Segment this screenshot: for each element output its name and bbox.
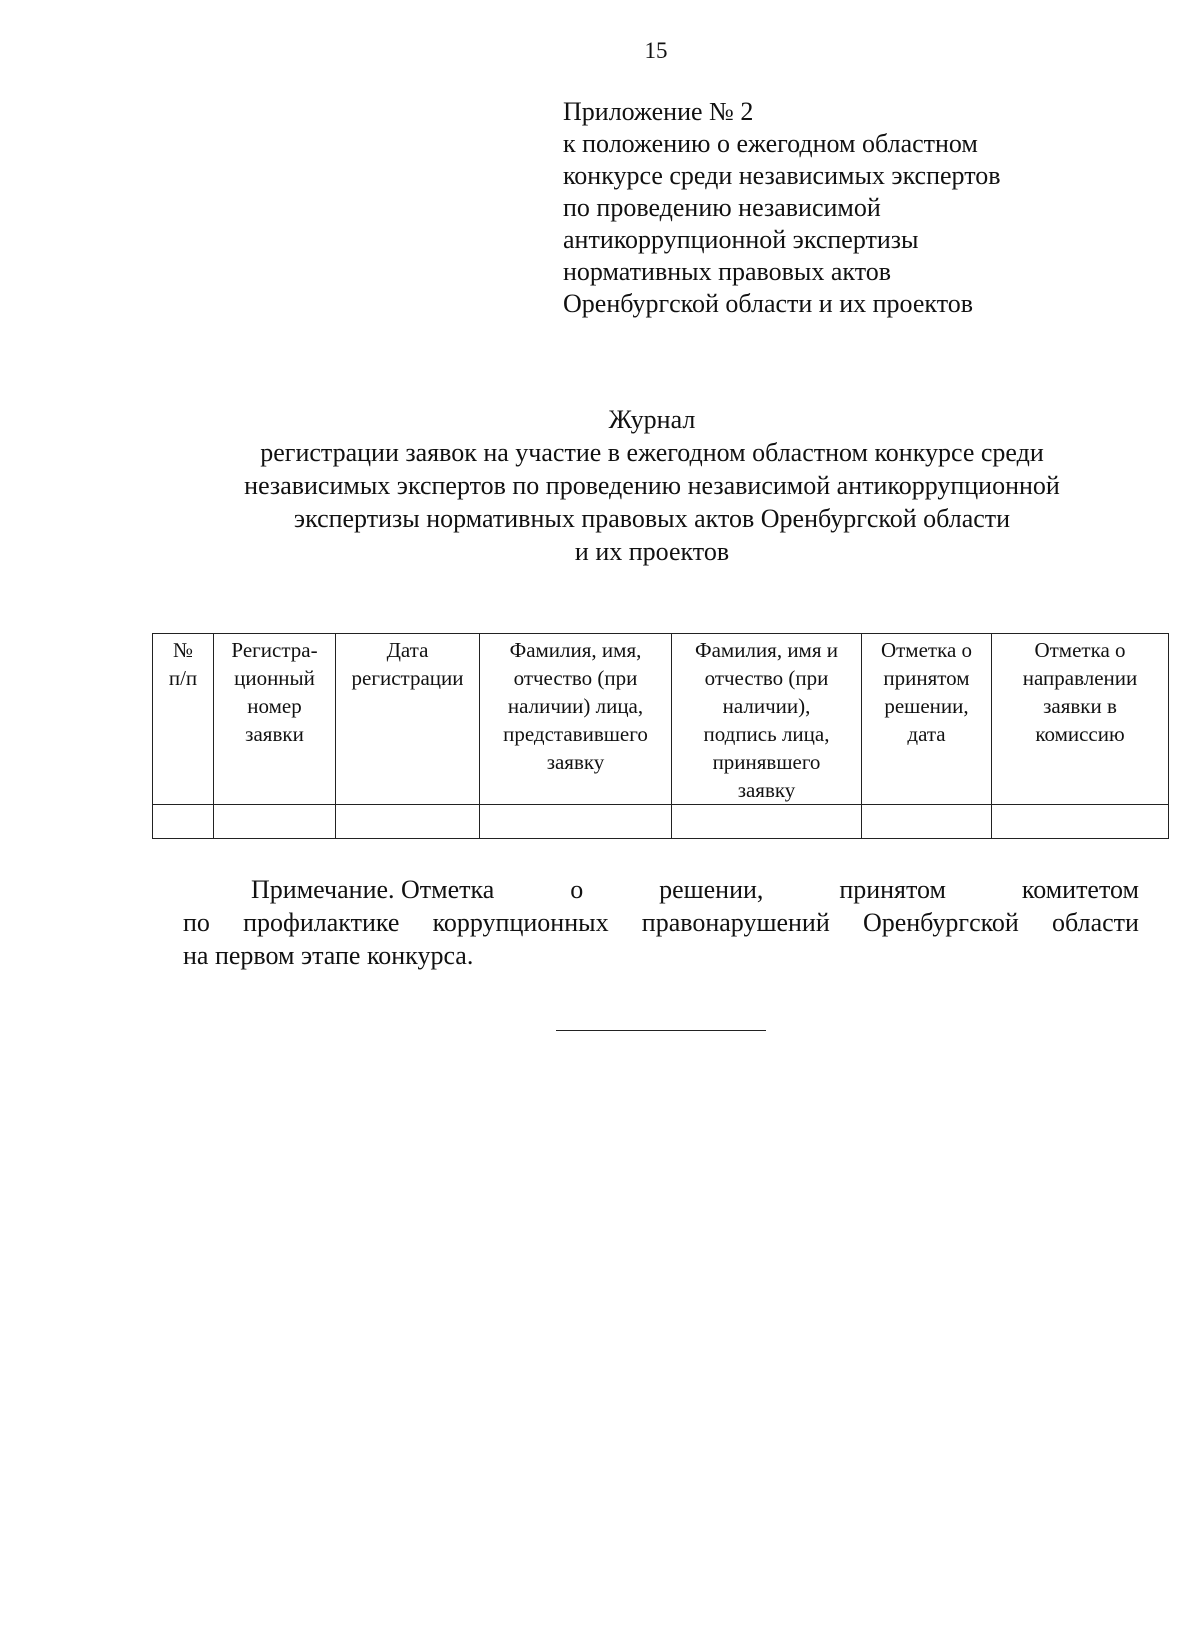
note-word: о [570,875,584,904]
header-text: наличии), [722,694,811,718]
appendix-line: нормативных правовых актов [563,257,892,286]
header-text: № [172,638,194,662]
header-text: заявку [737,778,796,802]
appendix-line: к положению о ежегодном областном [563,129,978,158]
journal-title: Журнал [608,405,696,434]
column-header-decision [862,634,992,805]
column-header-receiver [672,634,862,805]
header-text: регистрации [351,666,464,690]
header-text: Фамилия, имя, [509,638,642,662]
header-text: заявки [245,722,304,746]
appendix-line: по проведению независимой [563,193,881,222]
header-text: заявки в [1043,694,1117,718]
header-text: п/п [168,666,198,690]
header-text: ционный [234,666,315,690]
header-text: заявку [546,750,605,774]
header-text: наличии) лица, [507,694,644,718]
table-cell [862,805,992,839]
appendix-line: Приложение № 2 [563,97,754,126]
page-number: 15 [644,38,668,63]
header-text: решении, [884,694,969,718]
header-text: отчество (при [513,666,638,690]
column-header-commission [992,634,1169,805]
journal-subtitle-line: и их проектов [574,537,730,566]
note-paragraph [183,873,1139,972]
appendix-line: конкурсе среди независимых экспертов [563,161,1001,190]
note-line [183,906,1139,939]
appendix-line: антикоррупционной экспертизы [563,225,919,254]
header-text: Отметка о [880,638,973,662]
note-word: коррупционных [432,908,609,937]
header-text: Дата [386,638,429,662]
note-word: правонарушений [641,908,830,937]
header-text: принятом [883,666,970,690]
note-word: решении, [659,875,764,904]
table-cell [214,805,336,839]
registration-table [152,633,1169,839]
appendix-header [563,96,1123,320]
table-cell [480,805,672,839]
column-header-number [153,634,214,805]
appendix-line: Оренбургской области и их проектов [563,289,973,318]
header-text: номер [247,694,302,718]
note-line: на первом этапе конкурса. [183,941,474,970]
note-line [183,873,1139,906]
journal-subtitle-line: экспертизы нормативных правовых актов Оренбургской области [293,504,1011,533]
header-text: комиссию [1035,722,1125,746]
table-cell [672,805,862,839]
header-text: принявшего [712,750,821,774]
journal-title-block [140,403,1164,568]
table-cell [336,805,480,839]
table-row [153,805,1169,839]
header-text: направлении [1022,666,1138,690]
table-header-row [153,634,1169,805]
table-cell [153,805,214,839]
column-header-reg-number [214,634,336,805]
header-text: Фамилия, имя и [695,638,838,662]
header-text: подпись лица, [703,722,830,746]
header-text: Отметка о [1034,638,1126,662]
header-text: дата [907,722,946,746]
header-text: отчество (при [704,666,829,690]
header-text: представившего [503,722,648,746]
journal-subtitle-line: независимых экспертов по проведению независимой антикоррупционной [244,471,1060,500]
separator-line [556,1030,766,1031]
note-word: комитетом [1021,875,1139,904]
header-text: Регистра- [231,638,318,662]
note-word: области [1052,908,1139,937]
note-word: принятом [839,875,946,904]
note-word: профилактике [243,908,400,937]
note-word: по [183,908,210,937]
column-header-applicant [480,634,672,805]
journal-subtitle-line: регистрации заявок на участие в ежегодном областном конкурсе среди [260,438,1044,467]
table-cell [992,805,1169,839]
column-header-reg-date [336,634,480,805]
note-word: Примечание. Отметка [251,875,495,904]
note-word: Оренбургской [862,908,1019,937]
